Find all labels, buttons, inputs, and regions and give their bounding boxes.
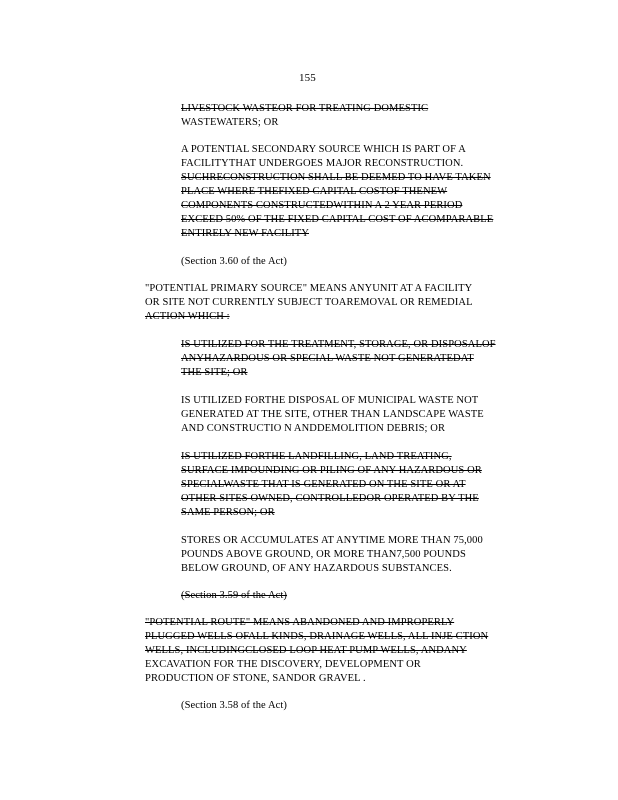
text-line: WASTEWATERS; OR bbox=[181, 117, 279, 128]
deleted-text-line: OTHER SITES OWNED, CONTROLLEDOR OPERATED BY THE bbox=[181, 493, 479, 504]
text-line: OR SITE NOT CURRENTLY SUBJECT TOAREMOVAL OR REMEDIAL bbox=[145, 297, 473, 308]
deleted-text-line: LIVESTOCK WASTEOR FOR TREATING DOMESTIC bbox=[181, 103, 429, 114]
deleted-text-line: ENTIRELY NEW FACILITY bbox=[181, 228, 309, 239]
text-line: STORES OR ACCUMULATES AT ANYTIME MORE THAN 75,000 bbox=[181, 535, 483, 546]
text-line: BELOW GROUND, OF ANY HAZARDOUS SUBSTANCES. bbox=[181, 563, 452, 574]
text-line: FACILITYTHAT UNDERGOES MAJOR RECONSTRUCTION. bbox=[181, 158, 464, 169]
text-line: A POTENTIAL SECONDARY SOURCE WHICH IS PART OF A bbox=[181, 144, 466, 155]
deleted-text-line: SURFACE IMPOUNDING OR PILING OF ANY HAZARDOUS OR bbox=[181, 465, 482, 476]
deleted-text-line: IS UTILIZED FOR THE TREATMENT, STORAGE, OR DISPOSALOF bbox=[181, 339, 496, 350]
text-line: (Section 3.60 of the Act) bbox=[181, 256, 288, 267]
deleted-text-line: THE SITE; OR bbox=[181, 367, 248, 378]
deleted-text-line: SPECIALWASTE THAT IS GENERATED ON THE SITE OR AT bbox=[181, 479, 466, 490]
deleted-text-line: ANYHAZARDOUS OR SPECIAL WASTE NOT GENERATEDAT bbox=[181, 353, 474, 364]
deleted-text-line: (Section 3.59 of the Act) bbox=[181, 590, 288, 601]
deleted-text-line: "POTENTIAL ROUTE" MEANS ABANDONED AND IMPROPERLY bbox=[145, 617, 455, 628]
text-line: PRODUCTION OF STONE, SANDOR GRAVEL . bbox=[145, 673, 366, 684]
page-number: 155 bbox=[299, 72, 316, 84]
deleted-text-line: COMPONENTS CONSTRUCTEDWITHIN A 2 YEAR PERIOD bbox=[181, 200, 463, 211]
deleted-text-line: PLUGGED WELLS OFALL KINDS, DRAINAGE WELLS, ALL INJE CTION bbox=[145, 631, 489, 642]
deleted-text-line: IS UTILIZED FORTHE LANDFILLING, LAND TREATING, bbox=[181, 451, 452, 462]
text-line: POUNDS ABOVE GROUND, OR MORE THAN7,500 POUNDS bbox=[181, 549, 466, 560]
text-line: AND CONSTRUCTIO N ANDDEMOLITION DEBRIS; OR bbox=[181, 423, 446, 434]
deleted-text-line: ACTION WHICH : bbox=[145, 311, 230, 322]
text-line: "POTENTIAL PRIMARY SOURCE" MEANS ANYUNIT AT A FACILITY bbox=[145, 283, 473, 294]
text-line: IS UTILIZED FORTHE DISPOSAL OF MUNICIPAL WASTE NOT bbox=[181, 395, 479, 406]
deleted-text-line: PLACE WHERE THEFIXED CAPITAL COSTOF THENEW bbox=[181, 186, 448, 197]
deleted-text-line: SAME PERSON; OR bbox=[181, 507, 275, 518]
text-line: GENERATED AT THE SITE, OTHER THAN LANDSCAPE WASTE bbox=[181, 409, 484, 420]
deleted-text-line: WELLS, INCLUDINGCLOSED LOOP HEAT PUMP WELLS, ANDANY bbox=[145, 645, 467, 656]
deleted-text-line: SUCHRECONSTRUCTION SHALL BE DEEMED TO HAVE TAKEN bbox=[181, 172, 491, 183]
text-line: (Section 3.58 of the Act) bbox=[181, 700, 288, 711]
deleted-text-line: EXCEED 50% OF THE FIXED CAPITAL COST OF ACOMPARABLE bbox=[181, 214, 494, 225]
text-line: EXCAVATION FOR THE DISCOVERY, DEVELOPMENT OR bbox=[145, 659, 421, 670]
